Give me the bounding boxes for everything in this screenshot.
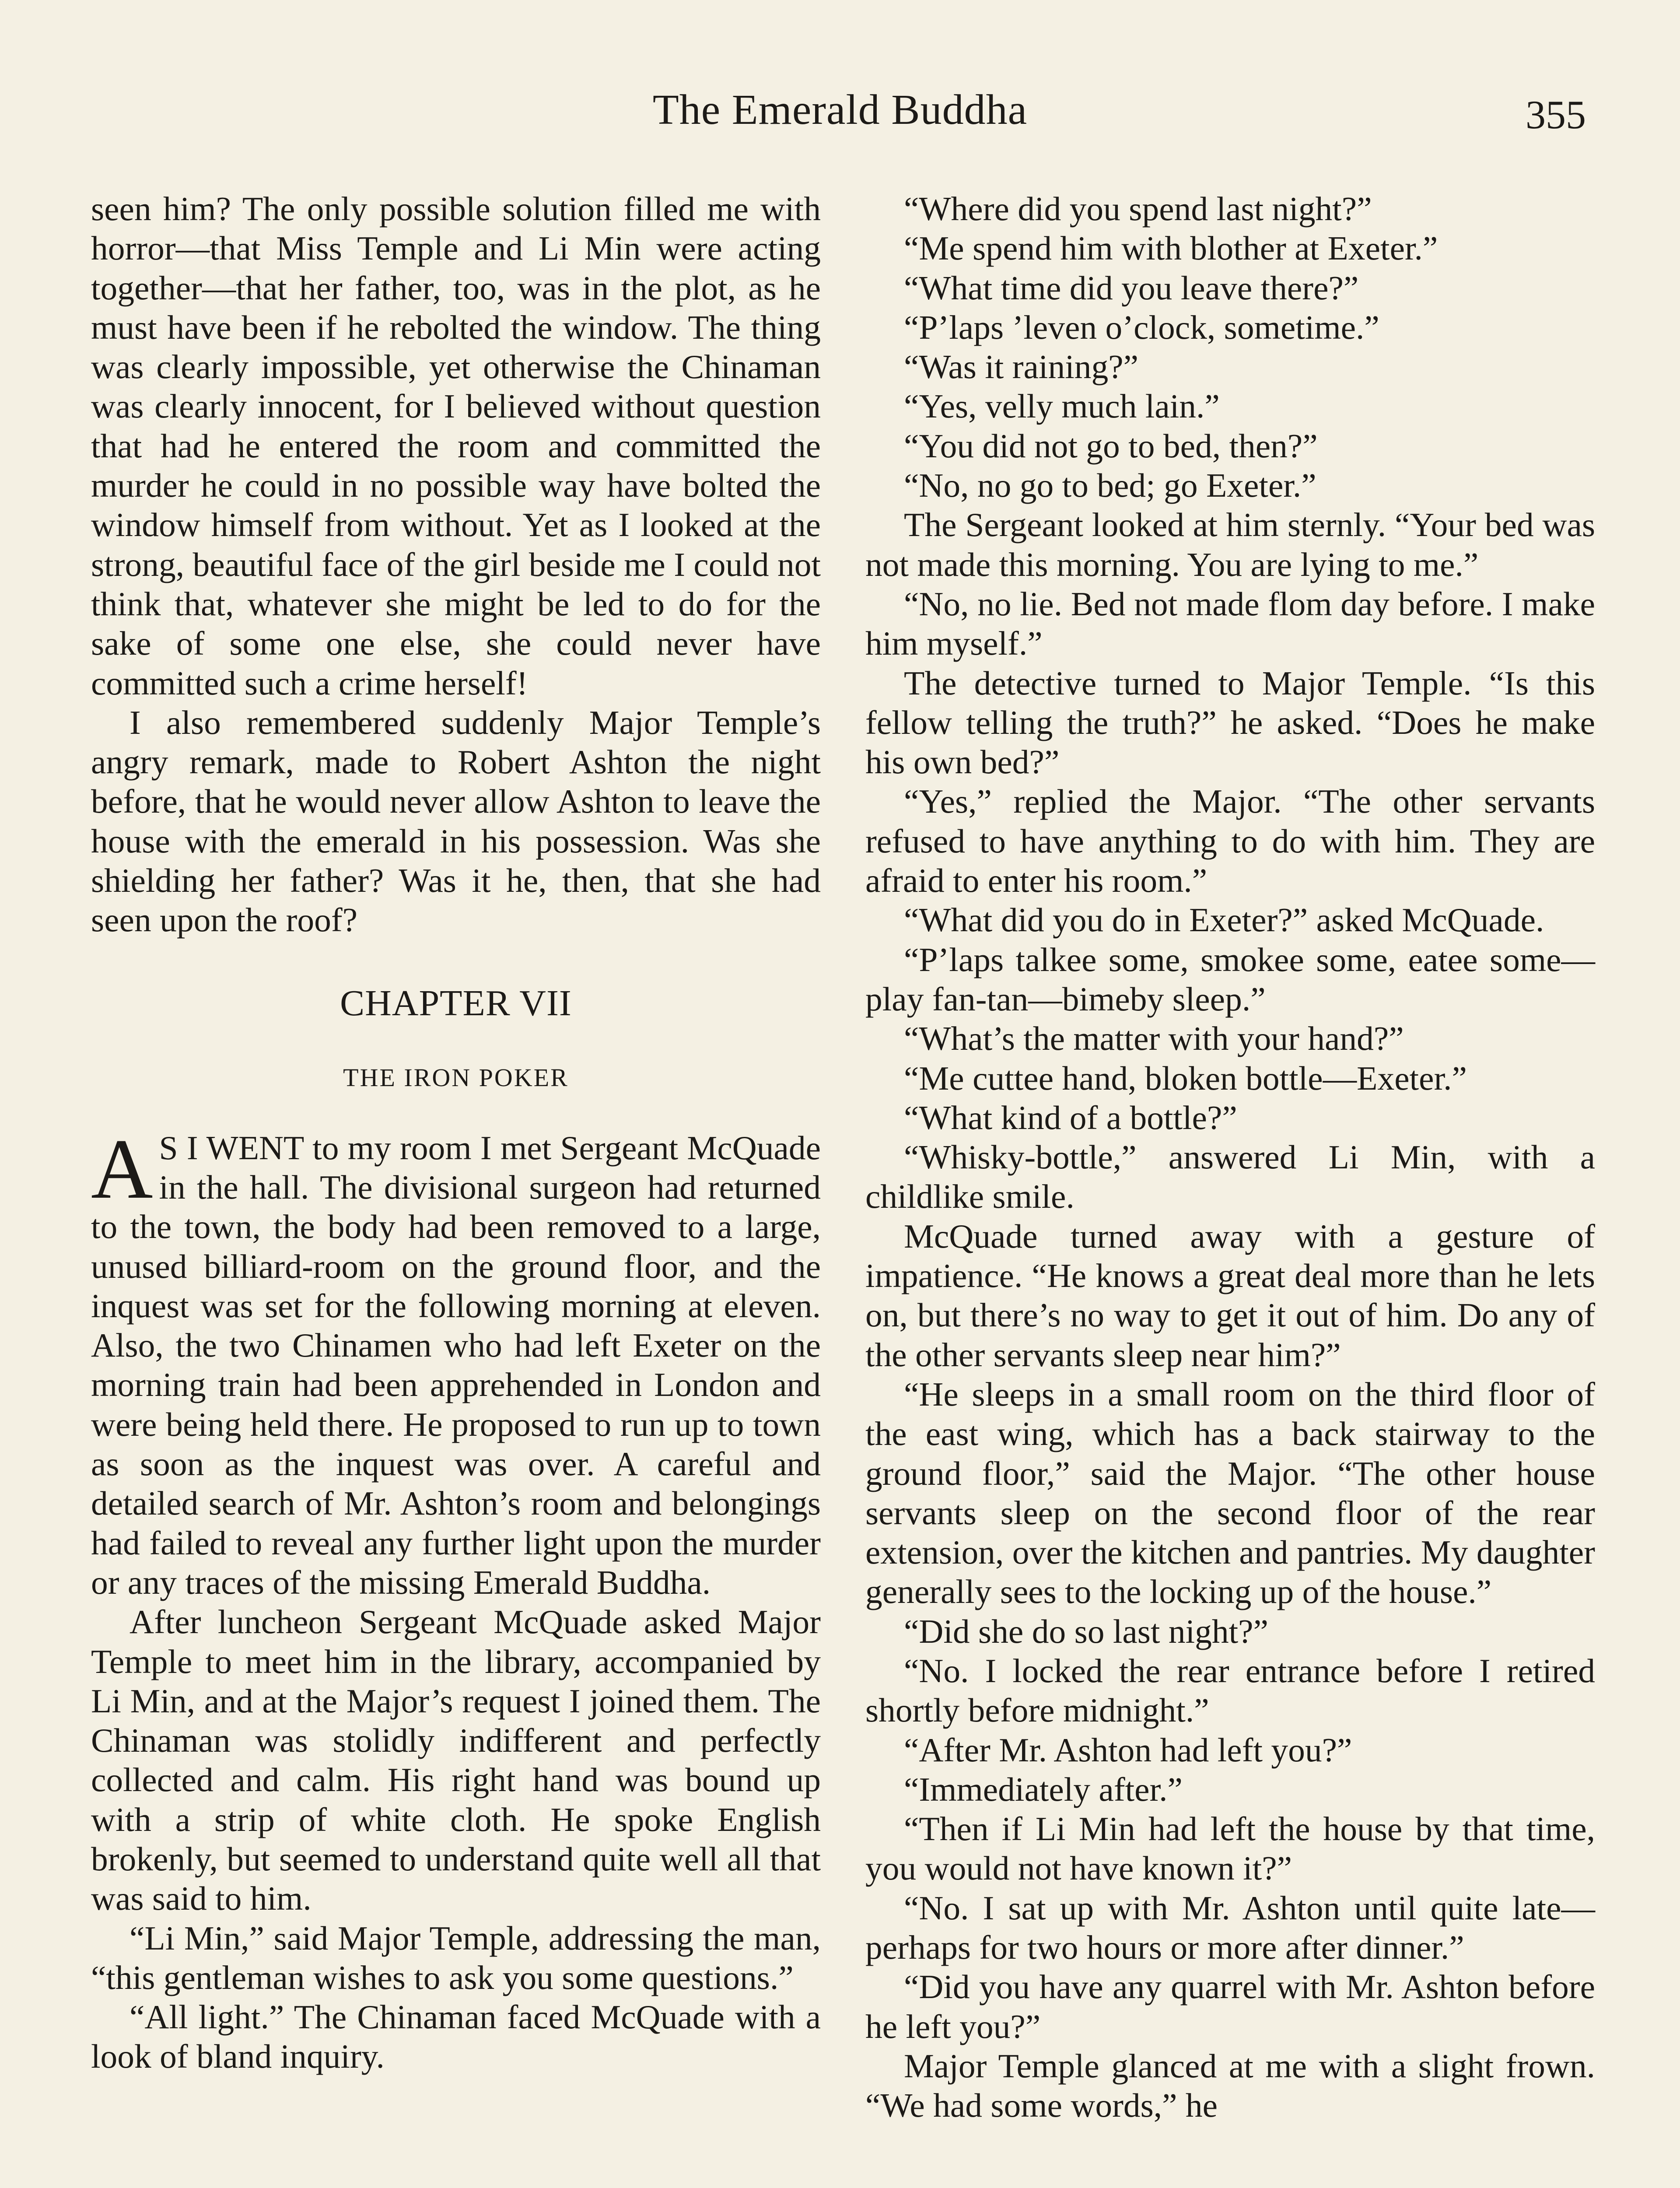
paragraph: “All light.” The Chinaman faced McQuade with a look of bland inquiry.	[91, 1998, 821, 2076]
dialogue-line: “No. I sat up with Mr. Ashton until quite late—perhaps for two hours or more after dinner.”	[865, 1889, 1595, 1967]
dialogue-line: Major Temple glanced at me with a slight frown. “We had some words,” he	[865, 2047, 1595, 2125]
dialogue-line: “No. I locked the rear entrance before I retired shortly before midnight.”	[865, 1652, 1595, 1729]
dialogue-line: “No, no lie. Bed not made flom day before. I make him myself.”	[865, 585, 1595, 663]
dialogue-line: The Sergeant looked at him sternly. “Your bed was not made this morning. You are lying to me.”	[865, 506, 1595, 583]
chapter-subtitle: THE IRON POKER	[343, 1063, 569, 1092]
dialogue-line: The detective turned to Major Temple. “Is this fellow telling the truth?” he asked. “Does he make his own bed?”	[865, 664, 1595, 781]
dialogue-line: “Whisky-bottle,” answered Li Min, with a childlike smile.	[865, 1138, 1595, 1216]
dialogue-line: “Immediately after.”	[904, 1770, 1183, 1808]
dialogue-line: “Then if Li Min had left the house by that time, you would not have known it?”	[865, 1810, 1595, 1887]
opening-paragraph	[91, 1121, 821, 1602]
dialogue-line: “P’laps ’leven o’clock, sometime.”	[904, 308, 1379, 346]
right-column	[865, 189, 1595, 2125]
dialogue-line: “Did you have any quarrel with Mr. Ashton before he left you?”	[865, 1968, 1595, 2045]
opening-paragraph-text: S I WENT to my room I met Sergeant McQuade in the hall. The divisional surgeon had returned to the town, the body had been removed to a large, unused billiard-room on the ground floor, and the inquest was set for the following morning at eleven. Also, the two Chinamen who had left Exeter on the morning train had been apprehended in London and were being held there. He proposed to run up to town as soon as the inquest was over. A careful and detailed search of Mr. Ashton’s room and belongings had failed to reveal any further light upon the murder or any traces of the missing Emerald Buddha.	[91, 1129, 821, 1601]
dialogue-line: “No, no go to bed; go Exeter.”	[904, 466, 1316, 505]
dialogue-line: “What time did you leave there?”	[904, 269, 1359, 307]
chapter-title: CHAPTER VII	[340, 982, 572, 1024]
paragraph: “Li Min,” said Major Temple, addressing the man, “this gentleman wishes to ask you some questions.”	[91, 1919, 821, 1996]
dialogue-line: “What kind of a bottle?”	[904, 1098, 1237, 1136]
dialogue-line: “Yes, velly much lain.”	[904, 387, 1220, 425]
dialogue-line: “Did she do so last night?”	[904, 1612, 1268, 1650]
paragraph: I also remembered suddenly Major Temple’s angry remark, made to Robert Ashton the night before, that he would never allow Ashton to leave the house with the emerald in his possession. Was she shielding her father? Was it he, then, that she had seen upon the roof?	[91, 703, 821, 939]
dialogue-line: “P’laps talkee some, smokee some, eatee some—play fan-tan—bimeby sleep.”	[865, 940, 1595, 1018]
dialogue-line: “Where did you spend last night?”	[904, 190, 1372, 228]
dialogue-line: “He sleeps in a small room on the third floor of the east wing, which has a back stairway to the ground floor,” said the Major. “The other house servants sleep on the second floor of the rear extension, over the kitchen and pantries. My daughter generally sees to the locking up of the house.”	[865, 1375, 1595, 1611]
page-number: 355	[1526, 92, 1586, 137]
dialogue-line: “Yes,” replied the Major. “The other servants refused to have anything to do with him. They are afraid to enter his room.”	[865, 782, 1595, 900]
drop-cap: A	[91, 1121, 153, 1217]
dialogue-line: “Me cuttee hand, bloken bottle—Exeter.”	[904, 1059, 1467, 1097]
paragraph: seen him? The only possible solution filled me with horror—that Miss Temple and Li Min were acting together—that her father, too, was in the plot, as he must have been if he rebolted the window. The thing was clearly impossible, yet otherwise the Chinaman was clearly innocent, for I believed without question that had he entered the room and committed the murder he could in no possible way have bolted the window himself from without. Yet as I looked at the strong, beautiful face of the girl beside me I could not think that, whatever she might be led to do for the sake of some one else, she could never have committed such a crime herself!	[91, 190, 821, 702]
dialogue-line: “You did not go to bed, then?”	[904, 427, 1318, 465]
paragraph: After luncheon Sergeant McQuade asked Major Temple to meet him in the library, accompanied by Li Min, and at the Major’s request I joined them. The Chinaman was stolidly indifferent and perfectly collected and calm. His right hand was bound up with a strip of white cloth. He spoke English brokenly, but seemed to understand quite well all that was said to him.	[91, 1603, 821, 1918]
dialogue-line: McQuade turned away with a gesture of impatience. “He knows a great deal more than he lets on, but there’s no way to get it out of him. Do any of the other servants sleep near him?”	[865, 1217, 1595, 1374]
dialogue-line: “After Mr. Ashton had left you?”	[904, 1731, 1352, 1769]
page-header	[0, 85, 1680, 151]
dialogue-line: “Me spend him with blother at Exeter.”	[904, 229, 1438, 267]
dialogue-line: “What’s the matter with your hand?”	[904, 1020, 1404, 1058]
left-column	[91, 189, 821, 2076]
dialogue-line: “What did you do in Exeter?” asked McQuade.	[904, 901, 1544, 939]
running-title: The Emerald Buddha	[652, 86, 1028, 133]
dialogue-line: “Was it raining?”	[904, 348, 1139, 386]
